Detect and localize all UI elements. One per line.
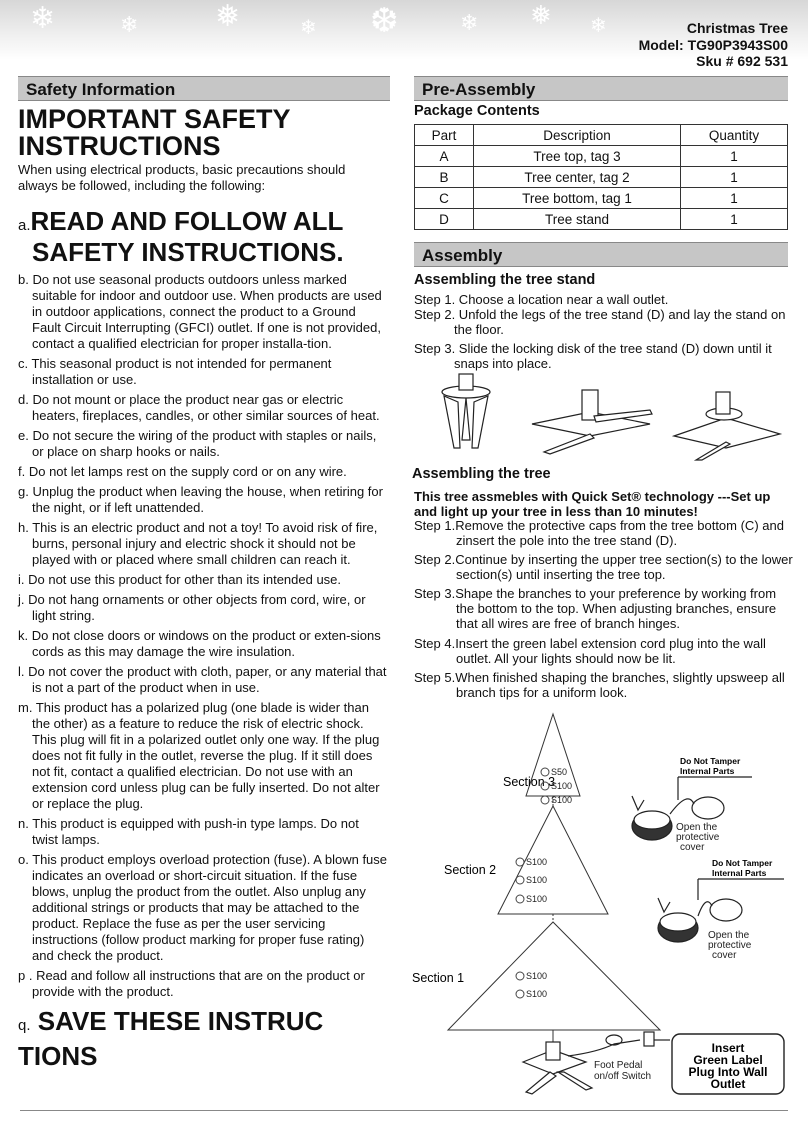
page-title: IMPORTANT SAFETY INSTRUCTIONS: [18, 104, 291, 161]
snowflake-icon: ❄: [460, 10, 479, 35]
product-name: Christmas Tree: [686, 20, 788, 36]
tamper-warning: Do Not Tamper: [712, 858, 773, 868]
open-cover-note: Open the: [676, 822, 718, 833]
tamper-warning: Do Not Tamper: [680, 756, 741, 766]
table-cell: 1: [681, 188, 788, 209]
open-cover-note: Open the: [708, 930, 750, 941]
instruction-item: f. Do not let lamps rest on the supply cord or on any wire.: [18, 464, 347, 479]
table-cell: 1: [681, 167, 788, 188]
safety-section-bar: Safety Information: [18, 76, 390, 101]
fuse-label: S100: [526, 894, 548, 904]
snowflake-icon: ❆: [370, 2, 399, 40]
snowflake-icon: ❄: [300, 17, 317, 39]
tamper-warning: Internal Parts: [680, 766, 735, 776]
instruction-q-letter: q.: [18, 1017, 31, 1034]
table-cell: 1: [681, 209, 788, 230]
tree-stand-heading: Assembling the tree stand: [414, 272, 596, 288]
snowflake-icon: ❄: [120, 12, 139, 37]
stand-step: Step 3. Slide the locking disk of the tree stand (D) down until it snaps into place.: [414, 341, 772, 371]
instruction-item: l. Do not cover the product with cloth, paper, or any material that is not a part of the product when in use.: [18, 664, 387, 695]
snowflake-icon: ❅: [530, 0, 552, 30]
instruction-a-text: READ AND FOLLOW ALL SAFETY INSTRUCTIONS.: [30, 206, 344, 267]
section-2-label: Section 2: [444, 863, 497, 877]
table-cell: D: [415, 209, 474, 230]
instruction-item: g. Unplug the product when leaving the house, when retiring for the night, or if left unattended.: [18, 484, 383, 515]
open-cover-note: cover: [680, 842, 705, 853]
quickset-note: This tree assmebles with Quick Set® technology ---Set up and light up your tree in less than 10 minutes!: [414, 489, 771, 519]
snowflake-icon: ❄: [590, 15, 607, 37]
fuse-label: S100: [526, 989, 548, 999]
foot-pedal-label: on/off Switch: [594, 1071, 652, 1082]
open-cover-note: cover: [712, 950, 737, 961]
plug-instruction: Insert: [711, 1041, 745, 1055]
tree-assembly-heading: Assembling the tree: [412, 466, 551, 482]
safety-intro: When using electrical products, basic precautions should always be followed, including the following:: [18, 162, 346, 193]
save-instructions: [18, 1006, 388, 1071]
table-row: [415, 146, 788, 167]
instruction-a-letter: a.: [18, 217, 31, 234]
product-header: [639, 20, 788, 70]
section-3-label: Section 3: [503, 775, 556, 789]
instruction-item: h. This is an electric product and not a toy! To avoid risk of fire, burns, personal injury and electric shock it should not be played with or placed where small children can reach it.: [18, 520, 378, 567]
table-cell: Tree bottom, tag 1: [474, 188, 681, 209]
package-contents-table: [414, 124, 788, 230]
instruction-item: j. Do not hang ornaments or other objects from cord, wire, or light string.: [18, 592, 366, 623]
instruction-item: k. Do not close doors or windows on the product or exten-sions cords as this may damage the wire insulation.: [18, 628, 381, 659]
fuse-label: S50: [551, 767, 568, 777]
instruction-item: o. This product employs overload protection (fuse). A blown fuse indicates an overload or short-circuit situation. If the fuse blows, unplug the product from the outlet. Also unplug any additional strings or products that may be attached to the product. Replace the fuse as per the user servicing instructions (follow product marking for proper fuse rating) and check the product.: [18, 852, 388, 963]
instruction-item: n. This product is equipped with push-in type lamps. Do not twist lamps.: [18, 816, 359, 847]
instruction-item: i. Do not use this product for other than its intended use.: [18, 572, 342, 587]
tree-section-2: [498, 806, 608, 914]
snowflake-icon: ❄: [30, 2, 56, 35]
stand-step: Step 2. Unfold the legs of the tree stand (D) and lay the stand on the floor.: [414, 307, 786, 337]
instruction-item: e. Do not secure the wiring of the product with staples or nails, or place on sharp hooks or nails.: [18, 428, 377, 459]
column-header: Description: [474, 125, 681, 146]
instruction-item: c. This seasonal product is not intended for permanent installation or use.: [18, 356, 332, 387]
tree-section-1: [448, 922, 660, 1030]
instruction-item: p . Read and follow all instructions that are on the product or provide with the product.: [18, 968, 365, 999]
tree-step: Step 4.Insert the green label extension cord plug into the wall outlet. All your lights should now be lit.: [414, 636, 766, 666]
section-1-label: Section 1: [412, 971, 465, 985]
tree-step: Step 1.Remove the protective caps from the tree bottom (C) and zinsert the pole into the tree stand (D).: [414, 518, 784, 548]
footer-divider: [20, 1110, 788, 1111]
tree-stand-illustration: [414, 372, 794, 462]
fuse-label: S100: [551, 781, 573, 791]
tamper-warning: Internal Parts: [712, 868, 767, 878]
instruction-item: d. Do not mount or place the product near gas or electric heaters, fireplaces, candles, or other similar sources of heat.: [18, 392, 380, 423]
tree-step: Step 5.When finished shaping the branches, slightly upsweep all branch tips for a uniform look.: [414, 670, 785, 700]
fuse-label: S100: [526, 971, 548, 981]
instruction-q-text: SAVE THESE INSTRUC TIONS: [18, 1006, 324, 1071]
plug-instruction: Green Label: [693, 1053, 763, 1067]
tree-step: Step 3.Shape the branches to your preference by working from the bottom to the top. When adjusting branches, ensure that all wires are free of branch hinges.: [414, 586, 777, 631]
preassembly-section-bar: Pre-Assembly: [414, 76, 788, 101]
tree-step: Step 2.Continue by inserting the upper tree section(s) to the lower section(s) until inserting the tree top.: [414, 552, 793, 582]
instruction-a: [18, 208, 388, 266]
model-number: Model: TG90P3943S00: [638, 36, 788, 53]
assembly-section-bar: Assembly: [414, 242, 788, 267]
open-cover-note: protective: [708, 940, 752, 951]
tree-assembly-diagram: [408, 700, 798, 1100]
table-cell: Tree top, tag 3: [474, 146, 681, 167]
table-cell: Tree stand: [474, 209, 681, 230]
instruction-item: m. This product has a polarized plug (one blade is wider than the other) as a feature to reduce the risk of electric shock. This plug will fit in a polarized outlet only one way. If the plug does not fit fully in the outlet, reverse the plug. If it still does not fit, contact a qualified electrician. Do not use with an extension cord unless plug can be fully inserted. Do not alter or replace the plug.: [18, 700, 380, 811]
snowflake-icon: ❅: [215, 0, 241, 33]
open-cover-note: protective: [676, 832, 720, 843]
stand-step: Step 1. Choose a location near a wall outlet.: [414, 292, 669, 307]
table-header-row: [415, 125, 788, 146]
sku-number: Sku # 692 531: [696, 53, 788, 69]
table-cell: 1: [681, 146, 788, 167]
safety-column: [18, 106, 388, 1071]
fuse-label: S100: [551, 795, 573, 805]
column-header: Part: [415, 125, 474, 146]
table-row: [415, 209, 788, 230]
table-cell: C: [415, 188, 474, 209]
column-header: Quantity: [681, 125, 788, 146]
plug-instruction: Plug Into Wall: [688, 1065, 768, 1079]
table-cell: Tree center, tag 2: [474, 167, 681, 188]
fuse-label: S100: [526, 875, 548, 885]
foot-pedal-label: Foot Pedal: [594, 1060, 643, 1071]
fuse-label: S100: [526, 857, 548, 867]
table-cell: A: [415, 146, 474, 167]
table-row: [415, 188, 788, 209]
plug-instruction: Outlet: [710, 1077, 746, 1091]
package-contents-heading: Package Contents: [414, 103, 540, 119]
instruction-item: b. Do not use seasonal products outdoors unless marked suitable for indoor and outdoor use. When products are used in outdoor applications, connect the product to a Ground Fault Circuit Interrupting (GFCI) outlet. If one is not provided, contact a qualified electrician for proper installa-tion.: [18, 272, 382, 351]
table-row: [415, 167, 788, 188]
table-cell: B: [415, 167, 474, 188]
